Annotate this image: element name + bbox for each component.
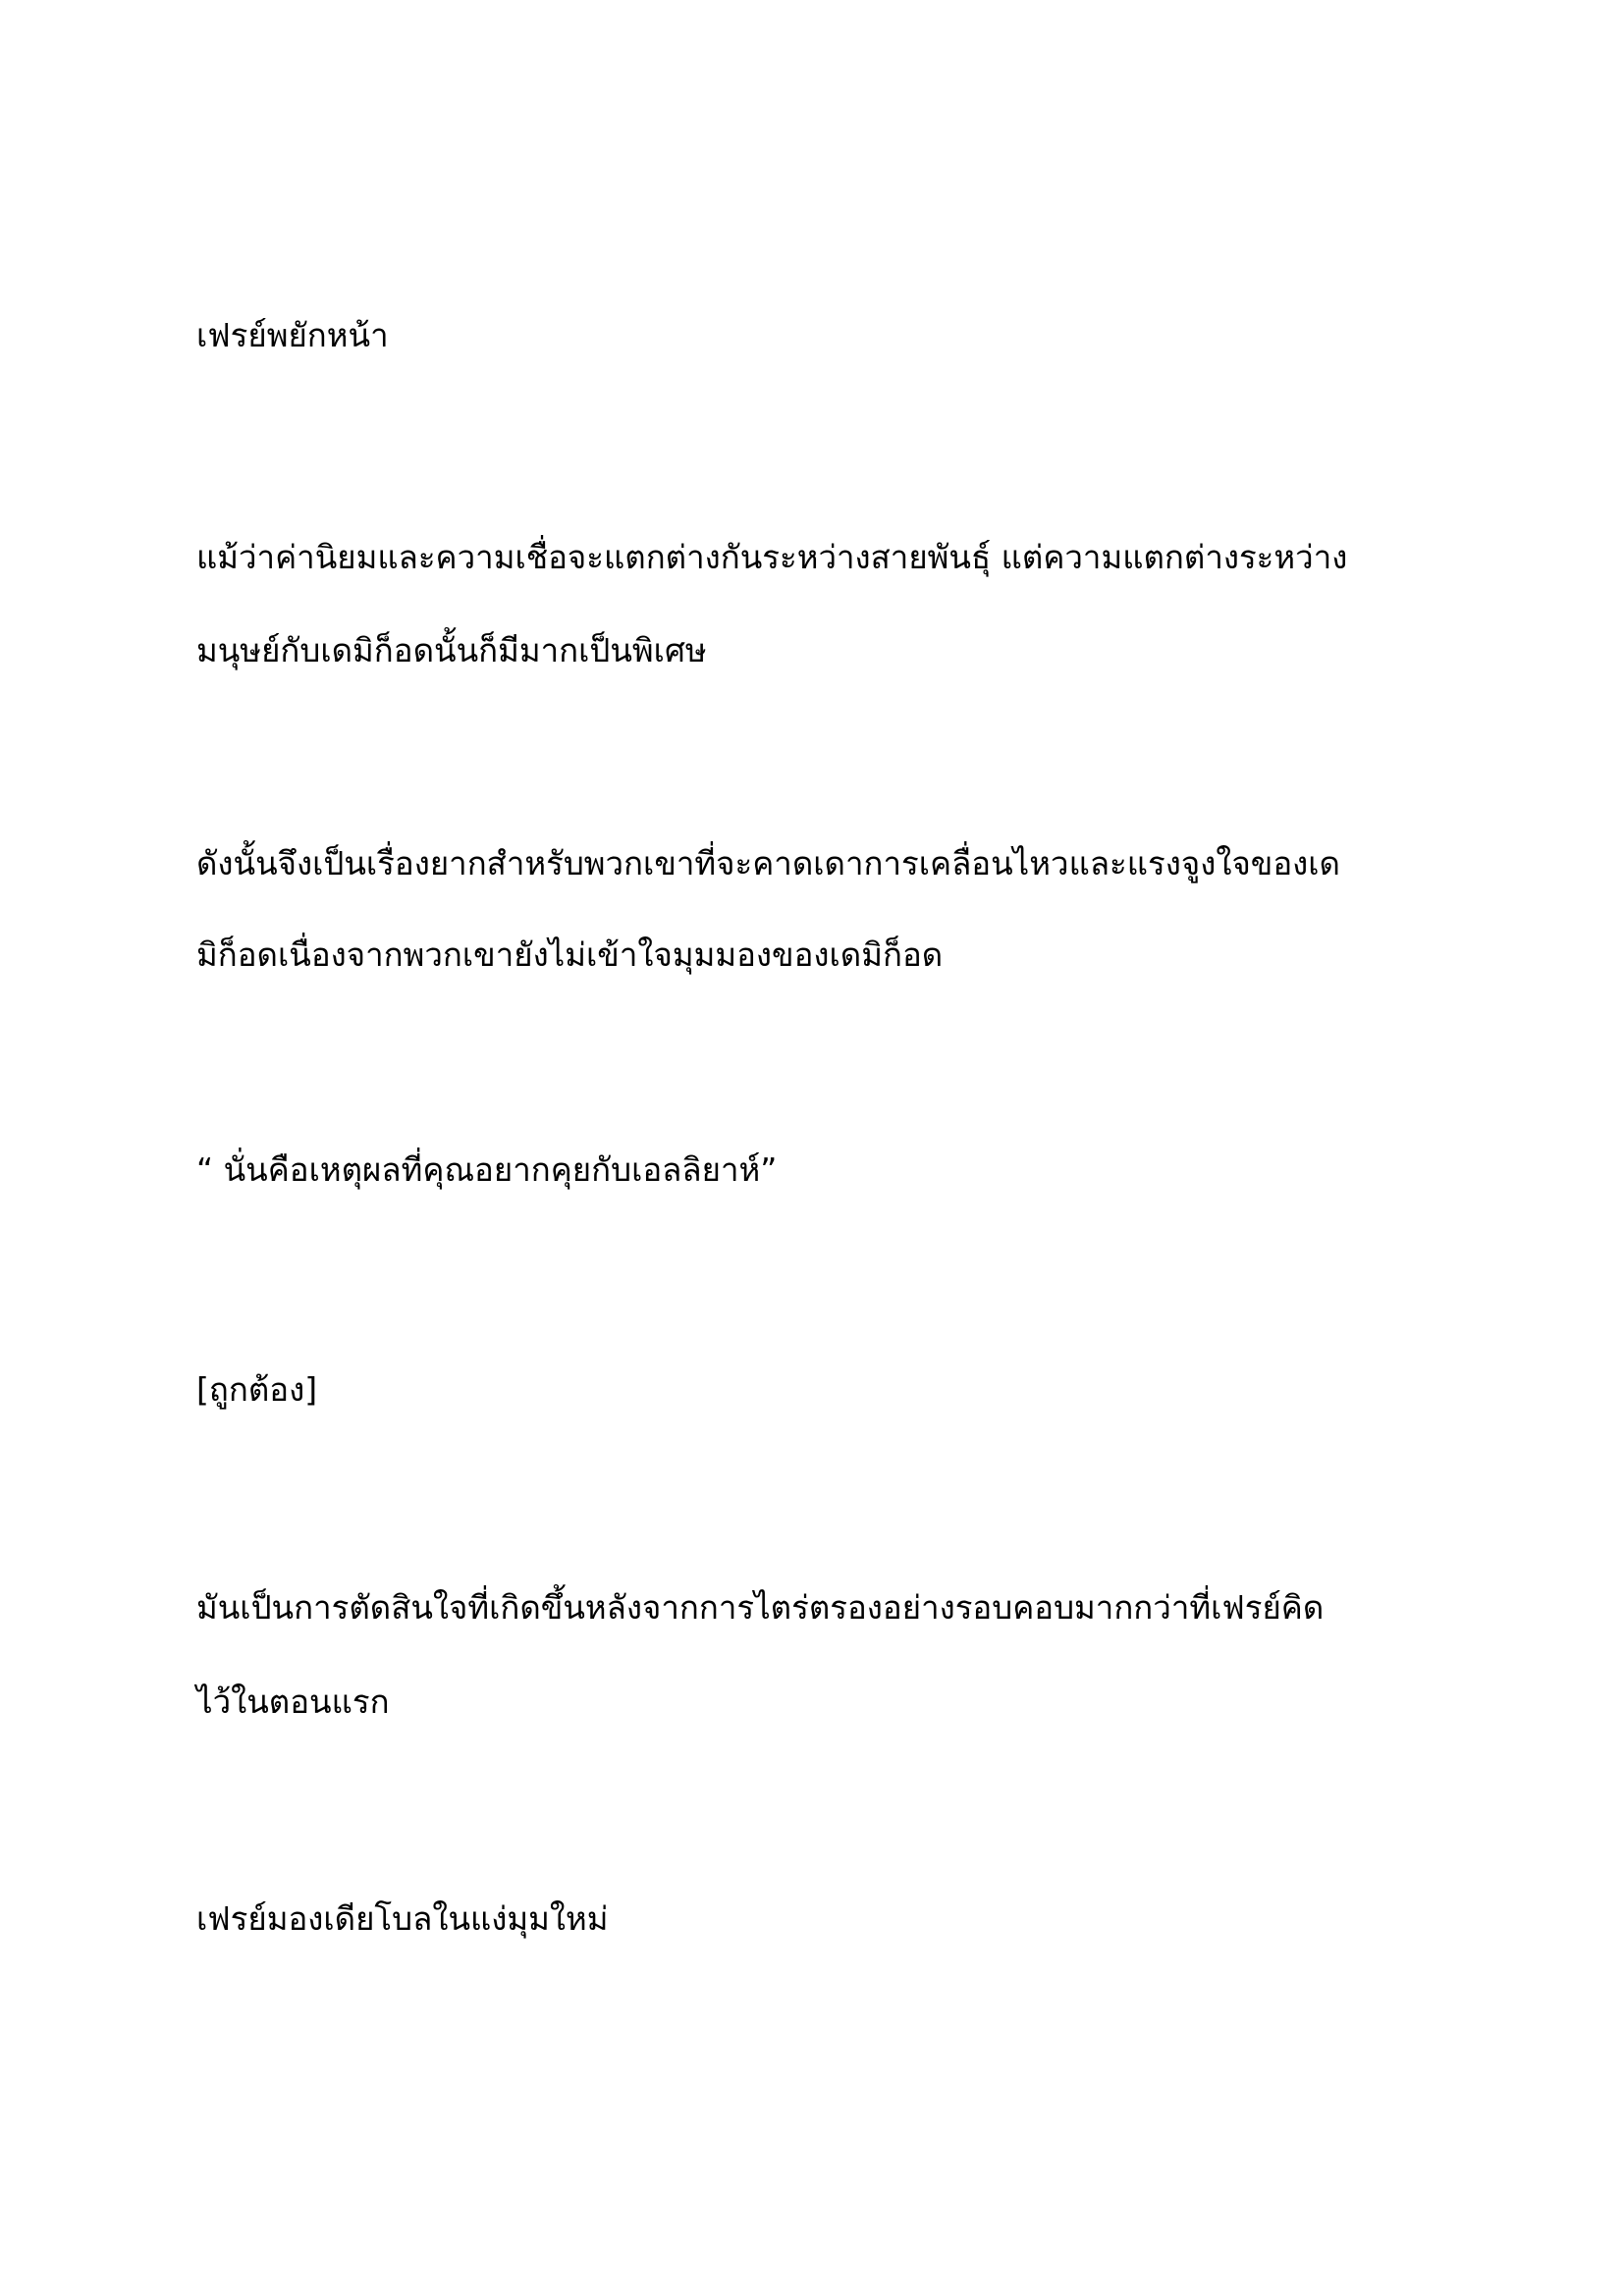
paragraph-line: เฟรย์มองเดียโบลในแง่มุมใหม่ xyxy=(196,1899,609,1938)
paragraph-line: มันเป็นการตัดสินใจที่เกิดขึ้นหลังจากการไตร่ตรองอย่างรอบคอบมากกว่าที่เฟรย์คิด xyxy=(196,1588,1325,1627)
paragraph-line: มนุษย์กับเดมิก็อดนั้นก็มีมากเป็นพิเศษ xyxy=(196,631,707,669)
paragraph-line: แม้ว่าค่านิยมและความเชื่อจะแตกต่างกันระหว่างสายพันธุ์ แต่ความแตกต่างระหว่าง xyxy=(196,538,1348,576)
paragraph-line: ดังนั้นจึงเป็นเรื่องยากสำหรับพวกเขาที่จะคาดเดาการเคลื่อนไหวและแรงจูงใจของเด xyxy=(196,844,1340,882)
dialogue-line: “ นั่นคือเหตุผลที่คุณอยากคุยกับเอลลิยาห์” xyxy=(196,1150,778,1189)
paragraph-line: มิก็อดเนื่องจากพวกเขายังไม่เข้าใจมุมมองของเดมิก็อด xyxy=(196,935,944,974)
paragraph-line: ไว้ในตอนแรก xyxy=(196,1682,390,1721)
system-message-line: [ถูกต้อง] xyxy=(196,1370,318,1409)
paragraph-line: เฟรย์พยักหน้า xyxy=(196,316,389,354)
